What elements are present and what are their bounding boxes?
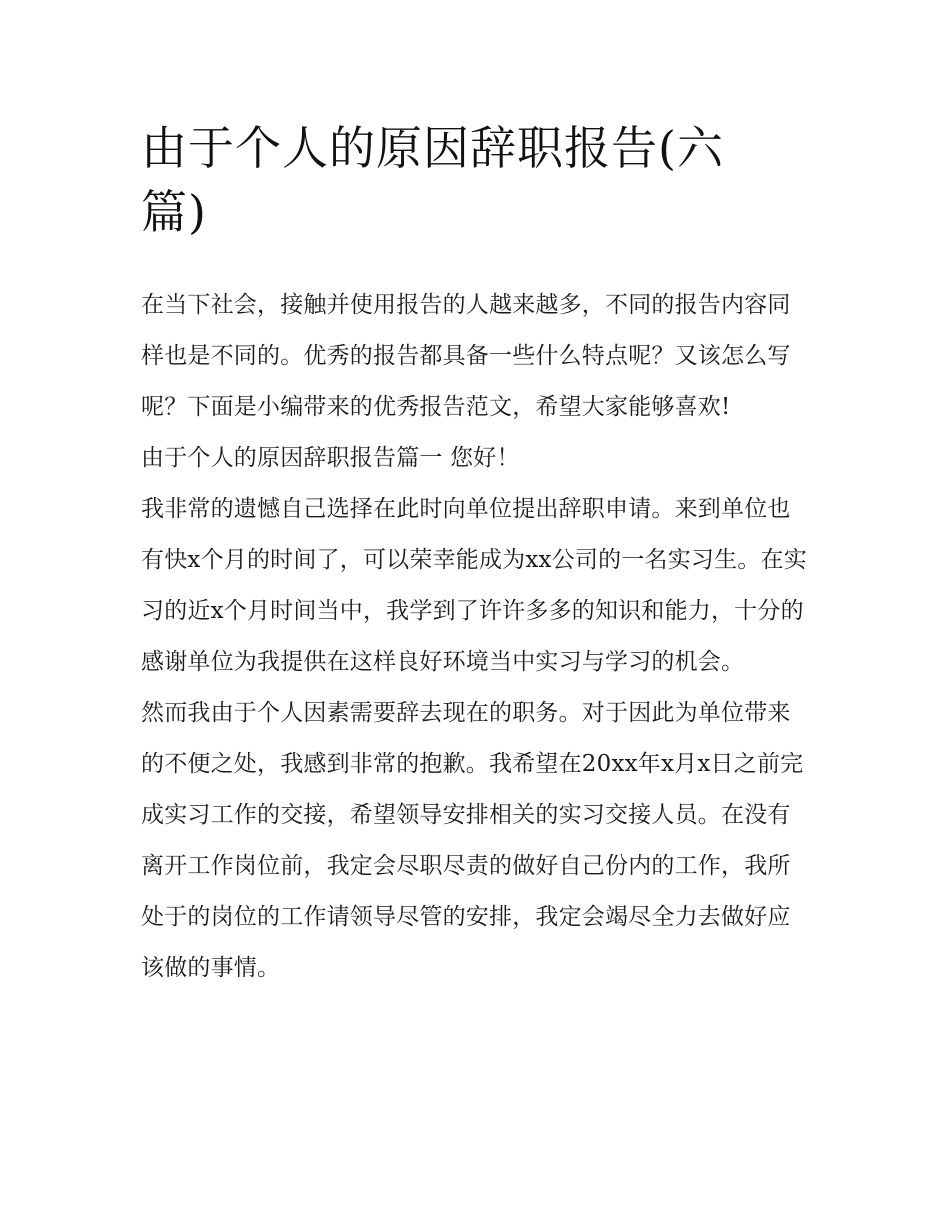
paragraph-resignation-reason: 我非常的遗憾自己选择在此时向单位提出辞职申请。来到单位也有快x个月的时间了，可以荣幸能成为xx公司的一名实习生。在实习的近x个月时间当中，我学到了许许多多的知识和能力，十分的感谢单位为我提供在这样良好环境当中实习与学习的机会。 bbox=[141, 496, 807, 675]
document-body bbox=[141, 280, 813, 994]
paragraph-intro: 在当下社会，接触并使用报告的人越来越多，不同的报告内容同样也是不同的。优秀的报告都具备一些什么特点呢？又该怎么写呢？下面是小编带来的优秀报告范文，希望大家能够喜欢! bbox=[141, 292, 791, 420]
paragraph-heading-greeting: 由于个人的原因辞职报告篇一 您好！ bbox=[141, 445, 520, 471]
paragraph-handover: 然而我由于个人因素需要辞去现在的职务。对于因此为单位带来的不便之处，我感到非常的抱歉。我希望在20xx年x月x日之前完成实习工作的交接，希望领导安排相关的实习交接人员。在没有离开工作岗位前，我定会尽职尽责的做好自己份内的工作，我所处于的岗位的工作请领导尽管的安排，我定会竭尽全力去做好应该做的事情。 bbox=[141, 700, 804, 981]
document-title: 由于个人的原因辞职报告(六篇) bbox=[141, 121, 724, 239]
